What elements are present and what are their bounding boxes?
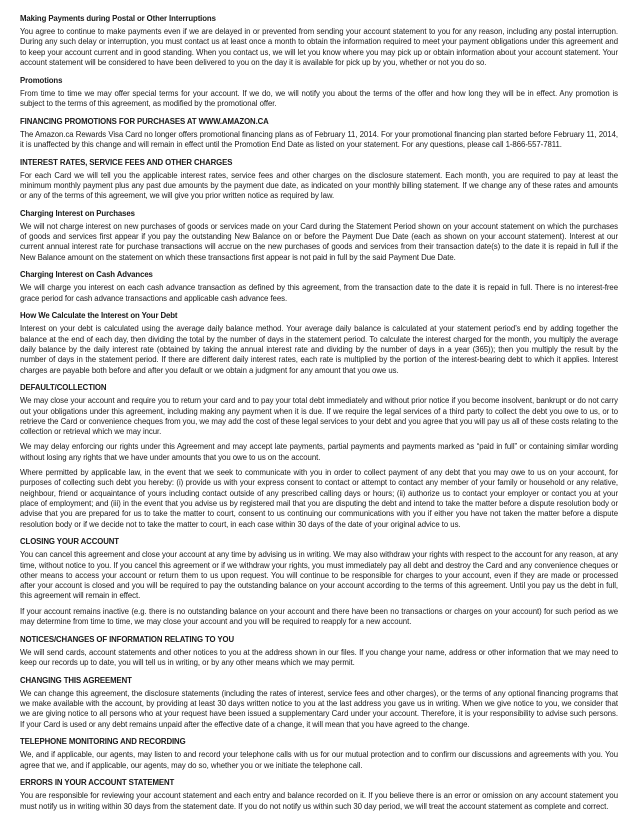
section-statement-errors bbox=[20, 778, 618, 812]
section-heading: Charging Interest on Cash Advances bbox=[20, 270, 153, 280]
section-paragraph: We may delay enforcing our rights under this Agreement and may accept late payments, partial payments and payments marked as “paid in full” or containing similar wording without losing any rights that we have under amounts that you owe to us on the account. bbox=[20, 442, 618, 462]
section-heading: NOTICES/CHANGES OF INFORMATION RELATING TO YOU bbox=[20, 634, 235, 644]
section-default-collection bbox=[20, 383, 618, 530]
section-notices bbox=[20, 635, 618, 669]
section-telephone-monitoring bbox=[20, 737, 618, 771]
section-paragraph: Where permitted by applicable law, in the event that we seek to communicate with you in order to collect payment of any debt that you may owe to us on your account, for purposes of collecting such debt you hereby: (i) provide us with your express consent to contact or attempt to contact any member of your family or household or any relative, neighbour, friend or acquaintance of yours including contact outside of any prescribed calling days or hours; (ii) authorize us to contact your employer or contact you at your place of employment; and (iii) in the event that you advise us by registered mail that you are disputing the debt and intend to take the matter before a dispute resolution body or advise that you are prepared for us to take the matter to court, consent to us continuing our communications with you if either you have not taken the matter before a dispute resolution body or if we decide not to take the matter to court, in each case within 30 days of the date of your original advice to us. bbox=[20, 468, 618, 529]
section-interest-calculation bbox=[20, 311, 618, 375]
section-heading: INTEREST RATES, SERVICE FEES AND OTHER CHARGES bbox=[20, 157, 233, 167]
section-paragraph: We can change this agreement, the disclosure statements (including the rates of interest, service fees and other charges), or the terms of any optional financing programs that we make available with the account, by providing at least 30 days written notice to you at the last address you gave us in writing. When we give notice to you, we consider that we are giving notice to all persons who at your request have been issued a supplementary Card under your account. Therefore, it is your responsibility to advise such persons. If your Card is used or any debt remains unpaid after the effective date of a change, it will mean that you have agreed to the change. bbox=[20, 688, 618, 729]
section-heading: CLOSING YOUR ACCOUNT bbox=[20, 537, 119, 547]
section-heading: Charging Interest on Purchases bbox=[20, 208, 135, 218]
section-postal-interruptions bbox=[20, 14, 618, 68]
section-paragraph: We, and if applicable, our agents, may listen to and record your telephone calls with us for our mutual protection and to confirm our discussions and agreements with you. You agree that we, and if applicable, our agents, may do so, whether you or we initiate the telephone call. bbox=[20, 750, 618, 770]
section-paragraph: We may close your account and require you to return your card and to pay your total debt immediately and without prior notice if you become insolvent, bankrupt or do not carry out your obligations under this agreement, including making any payment when it is due. If we require the legal services of a third party to collect the debt you owe to us, or to retrieve the Card or convenience cheques from you, we may add the cost of these legal services to your debt and you agree that you will pay us all of these costs relating to the collection or retrieval which we may incur. bbox=[20, 396, 618, 437]
section-paragraph: You agree to continue to make payments even if we are delayed in or prevented from sending your account statement to you for any reason, including any postal interruption. During any such delay or interruption, you must contact us at least once a month to obtain the information required to meet your payment obligations under this agreement and to keep your account current and in good standing. When you contact us, we will let you know where you may pick up or obtain information about your account statement. Your account statement will be considered to have been delivered to you on the day it is available for pick up by you, whether or not you do so. bbox=[20, 27, 618, 67]
section-paragraph: We will not charge interest on new purchases of goods or services made on your Card during the Statement Period shown on your account statement on which the purchases of goods and services first appear if you pay the outstanding New Balance on or before the Payment Due Date (each as shown on your account statement). Interest at our current annual interest rate for purchase transactions will accrue on the new purchases of goods and services from their transaction date(s) to the date it is repaid in full if the New Balance amount on the statement on which these transactions first appear is not paid in full by the said Payment Due Date. bbox=[20, 221, 618, 262]
section-heading: DEFAULT/COLLECTION bbox=[20, 383, 107, 393]
section-heading: TELEPHONE MONITORING AND RECORDING bbox=[20, 737, 186, 747]
section-heading: CHANGING THIS AGREEMENT bbox=[20, 675, 132, 685]
section-closing-account bbox=[20, 537, 618, 627]
section-interest-cash-advances bbox=[20, 270, 618, 304]
section-paragraph: For each Card we will tell you the applicable interest rates, service fees and other charges on the disclosure statement. Each month, you are required to pay at least the minimum monthly payment plus any past due amounts by the payment due date, as indicated on your monthly billing statement. If we change any of these rates and amounts or any of the terms of this agreement, we will give you prior written notice as required by law. bbox=[20, 170, 618, 201]
section-paragraph: Interest on your debt is calculated using the average daily balance method. Your average daily balance is calculated at your statement period’s end by adding together the balance at the end of each day, then dividing the total by the number of days in the statement period. To calculate the interest charged for the month, you multiply the average daily balance by the daily interest rate (obtained by taking the annual interest rate and dividing by the number of days in a year (365)); then you multiply the result by the number of days in the statement period. If there are different daily interest rates, each rate is multiplied by the portion of the interest-bearing debt to which it applies. Interest charges are payable both before and after you default or we obtain a judgment for any amount that you owe us. bbox=[20, 324, 618, 375]
section-paragraph: The Amazon.ca Rewards Visa Card no longer offers promotional financing plans as of February 11, 2014. For your promotional financing plan started before February 11, 2014, it is unaffected by this change and will remain in effect until the Promotion End Date as listed on your statement. For any questions, please call 1-866-557-7811. bbox=[20, 129, 618, 149]
section-paragraph: We will charge you interest on each cash advance transaction as defined by this agreement, from the transaction date to the date it is repaid in full. There is no interest-free grace period for cash advance transactions and applicable cash advance fees. bbox=[20, 283, 618, 303]
section-financing-promotions bbox=[20, 117, 618, 151]
section-promotions bbox=[20, 76, 618, 110]
section-paragraph: If your account remains inactive (e.g. there is no outstanding balance on your account and there have been no transactions or charges on your account) for such period as we may determine from time to time, we may close your account and you will be required to reapply for a new account. bbox=[20, 606, 618, 626]
document-page bbox=[20, 14, 618, 819]
section-interest-purchases bbox=[20, 209, 618, 263]
section-heading: Making Payments during Postal or Other Interruptions bbox=[20, 14, 216, 23]
section-heading: Promotions bbox=[20, 75, 63, 85]
section-interest-rates bbox=[20, 158, 618, 202]
section-paragraph: We will send cards, account statements and other notices to you at the address shown in our files. If you change your name, address or other information that we may need to keep our records up to date, you will tell us in writing, or by any other means which we may permit. bbox=[20, 647, 618, 667]
section-paragraph: You can cancel this agreement and close your account at any time by advising us in writing. We may also withdraw your rights with respect to the account for any reason, at any time, without notice to you. If you cancel this agreement or if we withdraw your rights, you must immediately pay all debt and destroy the Card and any convenience cheques or other means to access your account or return them to us upon request. You will continue to be responsible for charges to your account, even if they are made or processed after your account is closed and you will be required to pay the outstanding balance on your account according to the terms of this agreement. Until you pay us the debt in full, this agreement will remain in effect. bbox=[20, 550, 618, 601]
section-paragraph: From time to time we may offer special terms for your account. If we do, we will notify you about the terms of the offer and how long they will be in effect. Any promotion is subject to the terms of this agreement, as modified by the promotional offer. bbox=[20, 88, 618, 108]
section-heading: FINANCING PROMOTIONS FOR PURCHASES AT WWW.AMAZON.CA bbox=[20, 116, 269, 126]
section-changing-agreement bbox=[20, 676, 618, 730]
section-heading: How We Calculate the Interest on Your Debt bbox=[20, 311, 178, 321]
section-heading: ERRORS IN YOUR ACCOUNT STATEMENT bbox=[20, 778, 175, 788]
section-paragraph: You are responsible for reviewing your account statement and each entry and balance recorded on it. If you believe there is an error or omission on any account statement you must notify us in writing within 30 days from the statement date. If you do not notify us within such 30 day period, we will treat the account statement as complete and correct. bbox=[20, 791, 618, 811]
